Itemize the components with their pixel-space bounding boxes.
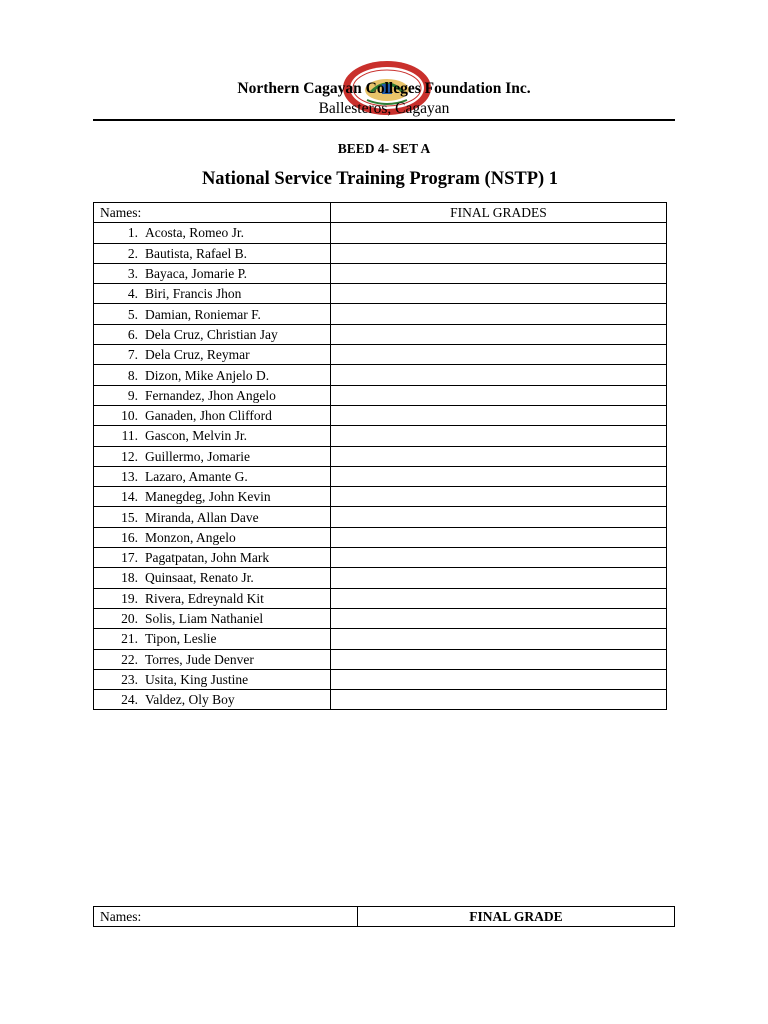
- table-row: [94, 690, 667, 710]
- table-row: [94, 365, 667, 385]
- row-number: 19.: [121, 590, 138, 606]
- student-name: Usita, King Justine: [145, 671, 249, 687]
- student-name: Damian, Roniemar F.: [145, 306, 261, 322]
- row-number: 17.: [121, 550, 138, 566]
- student-name: Guillermo, Jomarie: [145, 448, 250, 464]
- grades-table-continued: [93, 906, 675, 927]
- final-grade-cell: [331, 669, 667, 689]
- student-name: Solis, Liam Nathaniel: [145, 611, 264, 627]
- student-name-cell: [94, 649, 331, 669]
- final-grade-cell: [331, 507, 667, 527]
- student-name-cell: [94, 345, 331, 365]
- row-number: 13.: [121, 469, 138, 484]
- table-row: [94, 243, 667, 263]
- student-name-cell: [94, 446, 331, 466]
- final-grade-cell: [331, 588, 667, 608]
- table-header-row: [94, 203, 667, 223]
- final-grade-cell: [331, 690, 667, 710]
- final-grade-cell: [331, 426, 667, 446]
- table-header-row: [94, 907, 675, 927]
- row-number: 12.: [121, 448, 138, 464]
- final-grade-cell: [331, 568, 667, 588]
- row-number: 16.: [121, 529, 138, 545]
- student-name: Rivera, Edreynald Kit: [145, 590, 264, 606]
- student-name-cell: [94, 507, 331, 527]
- school-location: Ballesteros, Cagayan: [318, 100, 450, 117]
- student-name: Valdez, Oly Boy: [145, 692, 235, 708]
- row-number: 15.: [121, 509, 138, 525]
- final-grade-cell: [331, 365, 667, 385]
- student-name: Bayaca, Jomarie P.: [145, 266, 247, 282]
- student-name-cell: [94, 365, 331, 385]
- final-grade-cell: [331, 223, 667, 243]
- final-grade-cell: [331, 629, 667, 649]
- final-grade-column-header: FINAL GRADE: [358, 907, 675, 927]
- table-row: [94, 426, 667, 446]
- table-row: [94, 385, 667, 405]
- names-column-header: Names:: [94, 907, 358, 927]
- student-name-cell: [94, 263, 331, 283]
- final-grade-cell: [331, 324, 667, 344]
- final-grade-cell: [331, 527, 667, 547]
- row-number: 18.: [121, 570, 138, 586]
- table-row: [94, 629, 667, 649]
- student-name: Acosta, Romeo Jr.: [145, 225, 244, 241]
- student-name: Monzon, Angelo: [145, 529, 236, 545]
- table-row: [94, 588, 667, 608]
- table-row: [94, 649, 667, 669]
- row-number: 1.: [127, 225, 138, 241]
- final-grade-cell: [331, 487, 667, 507]
- row-number: 20.: [121, 611, 138, 627]
- table-row: [94, 507, 667, 527]
- final-grade-cell: [331, 263, 667, 283]
- row-number: 8.: [127, 367, 138, 383]
- table-row: [94, 223, 667, 243]
- row-number: 14.: [121, 489, 138, 505]
- student-name-cell: [94, 466, 331, 486]
- final-grade-cell: [331, 243, 667, 263]
- student-name-cell: [94, 629, 331, 649]
- row-number: 23.: [121, 671, 138, 687]
- row-number: 22.: [121, 651, 138, 667]
- student-name: Dizon, Mike Anjelo D.: [145, 367, 270, 383]
- class-set-label: BEED 4- SET A: [337, 141, 431, 156]
- final-grade-cell: [331, 446, 667, 466]
- grades-table: [93, 202, 667, 710]
- student-name-cell: [94, 487, 331, 507]
- row-number: 7.: [127, 347, 138, 363]
- names-column-header: Names:: [94, 203, 331, 223]
- student-name: Fernandez, Jhon Angelo: [145, 387, 276, 403]
- table-row: [94, 527, 667, 547]
- final-grade-cell: [331, 548, 667, 568]
- table-row: [94, 284, 667, 304]
- document-title: National Service Training Program (NSTP) 1: [201, 169, 559, 189]
- student-name: Tipon, Leslie: [145, 631, 217, 647]
- table-row: [94, 568, 667, 588]
- row-number: 5.: [127, 306, 138, 322]
- student-name-cell: [94, 385, 331, 405]
- table-row: [94, 304, 667, 324]
- row-number: 3.: [127, 266, 138, 282]
- table-row: [94, 324, 667, 344]
- document-header: [93, 58, 675, 122]
- student-name-cell: [94, 426, 331, 446]
- student-name: Lazaro, Amante G.: [145, 469, 248, 484]
- student-name: Quinsaat, Renato Jr.: [145, 570, 254, 586]
- student-name: Biri, Francis Jhon: [145, 286, 242, 302]
- student-name: Pagatpatan, John Mark: [145, 550, 270, 566]
- row-number: 10.: [121, 408, 138, 424]
- student-name: Dela Cruz, Reymar: [145, 347, 250, 363]
- table-row: [94, 263, 667, 283]
- table-row: [94, 345, 667, 365]
- student-name-cell: [94, 608, 331, 628]
- student-name-cell: [94, 527, 331, 547]
- table-row: [94, 608, 667, 628]
- student-name-cell: [94, 568, 331, 588]
- student-name: Manegdeg, John Kevin: [145, 489, 271, 505]
- final-grade-cell: [331, 345, 667, 365]
- row-number: 9.: [127, 387, 138, 403]
- table-row: [94, 466, 667, 486]
- final-grade-cell: [331, 304, 667, 324]
- student-name-cell: [94, 243, 331, 263]
- final-grade-cell: [331, 284, 667, 304]
- student-name-cell: [94, 669, 331, 689]
- final-grade-cell: [331, 608, 667, 628]
- row-number: 21.: [121, 631, 138, 647]
- student-name-cell: [94, 324, 331, 344]
- final-grade-cell: [331, 405, 667, 425]
- student-name-cell: [94, 690, 331, 710]
- student-name: Dela Cruz, Christian Jay: [145, 326, 278, 342]
- student-name: Ganaden, Jhon Clifford: [145, 408, 272, 424]
- student-name-cell: [94, 223, 331, 243]
- student-name: Miranda, Allan Dave: [145, 509, 259, 525]
- table-row: [94, 487, 667, 507]
- table-row: [94, 446, 667, 466]
- school-name: Northern Cagayan Colleges Foundation Inc.: [237, 80, 531, 97]
- row-number: 4.: [127, 286, 138, 302]
- header-divider: [93, 119, 675, 121]
- final-grade-cell: [331, 649, 667, 669]
- student-name-cell: [94, 588, 331, 608]
- row-number: 6.: [127, 326, 138, 342]
- final-grade-cell: [331, 385, 667, 405]
- student-name-cell: [94, 284, 331, 304]
- table-row: [94, 669, 667, 689]
- student-name-cell: [94, 548, 331, 568]
- row-number: 2.: [127, 245, 138, 261]
- student-name: Torres, Jude Denver: [145, 651, 254, 667]
- row-number: 11.: [121, 428, 138, 444]
- final-grade-cell: [331, 466, 667, 486]
- row-number: 24.: [121, 692, 138, 708]
- student-name: Gascon, Melvin Jr.: [145, 428, 247, 444]
- final-grades-column-header: FINAL GRADES: [331, 203, 667, 223]
- table-row: [94, 405, 667, 425]
- student-name-cell: [94, 304, 331, 324]
- student-name: Bautista, Rafael B.: [145, 245, 247, 261]
- table-row: [94, 548, 667, 568]
- student-name-cell: [94, 405, 331, 425]
